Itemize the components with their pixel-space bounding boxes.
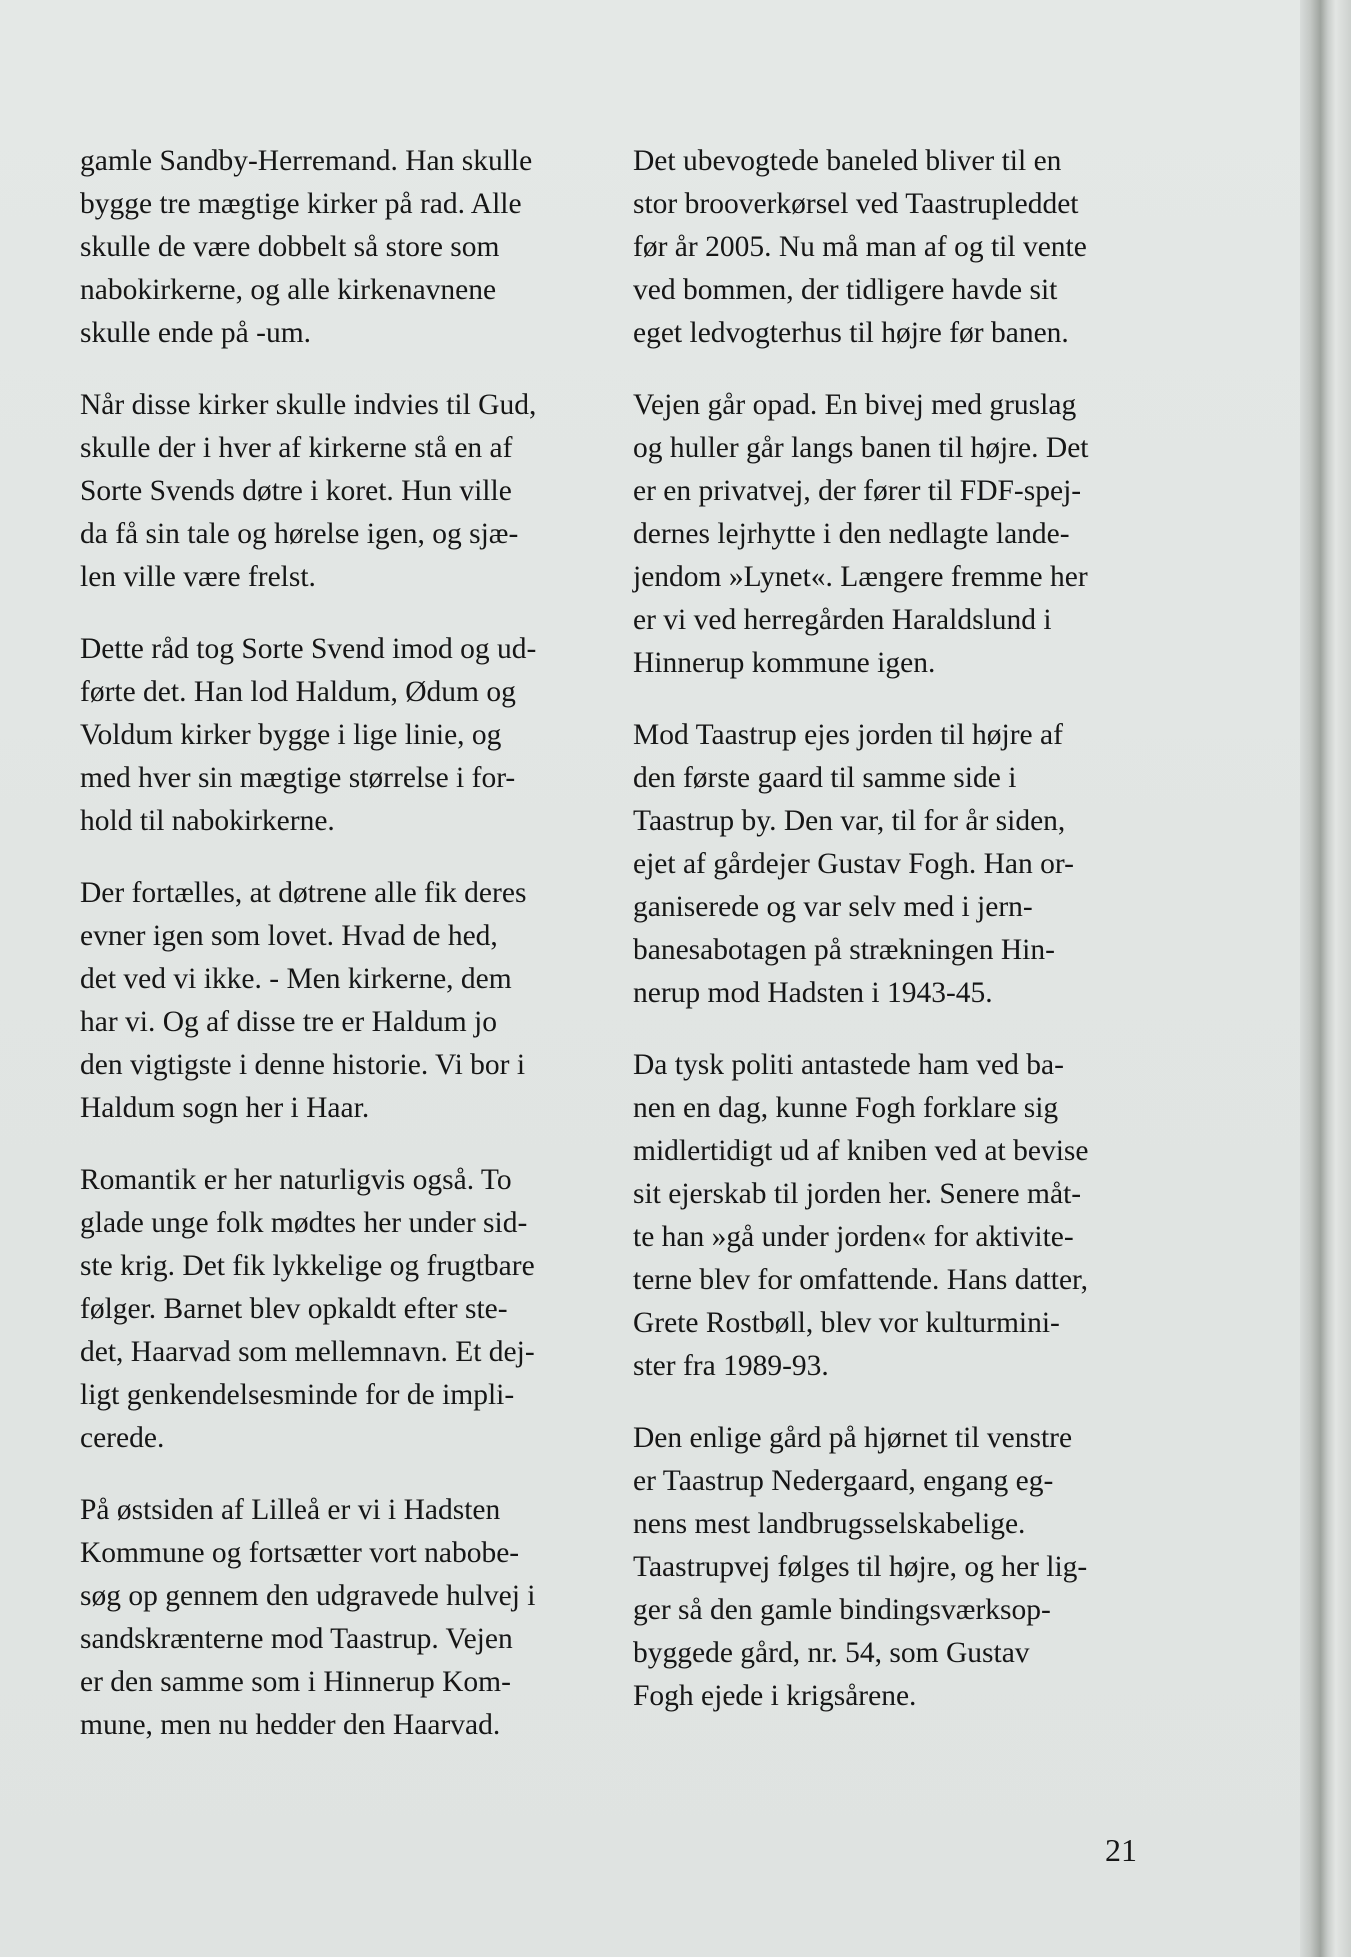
text-line: cerede. (80, 1422, 165, 1454)
text-line: ste krig. Det fik lykkelige og frugtbare (80, 1250, 535, 1282)
text-line: er den samme som i Hinnerup Kom- (80, 1666, 511, 1698)
page-edge (1300, 0, 1351, 1957)
text-line: Dette råd tog Sorte Svend imod og ud- (80, 633, 537, 665)
text-line: og huller går langs banen til højre. Det (633, 432, 1089, 464)
text-line: sandskrænterne mod Taastrup. Vejen (80, 1623, 513, 1655)
text-line: Fogh ejede i krigsårene. (633, 1680, 917, 1712)
text-line: terne blev for omfattende. Hans datter, (633, 1264, 1089, 1296)
text-line: Romantik er her naturligvis også. To (80, 1164, 512, 1196)
text-line: Taastrup by. Den var, til for år siden, (633, 805, 1066, 837)
text-line: følger. Barnet blev opkaldt efter ste- (80, 1293, 508, 1325)
text-line: da få sin tale og hørelse igen, og sjæ- (80, 518, 519, 550)
text-line: mune, men nu hedder den Haarvad. (80, 1709, 501, 1741)
text-line: Da tysk politi antastede ham ved ba- (633, 1049, 1064, 1081)
text-line: te han »gå under jorden« for aktivite- (633, 1221, 1074, 1253)
text-line: gamle Sandby-Herremand. Han skulle (80, 145, 533, 177)
text-line: skulle der i hver af kirkerne stå en af (80, 432, 513, 464)
text-line: den vigtigste i denne historie. Vi bor i (80, 1049, 526, 1081)
text-line: nen en dag, kunne Fogh forklare sig (633, 1092, 1059, 1124)
text-line: sit ejerskab til jorden her. Senere måt- (633, 1178, 1082, 1210)
text-line: len ville være frelst. (80, 561, 316, 593)
text-line: Den enlige gård på hjørnet til venstre (633, 1422, 1073, 1454)
text-line: Hinnerup kommune igen. (633, 647, 936, 679)
paragraph (80, 628, 600, 843)
text-line: nerup mod Hadsten i 1943-45. (633, 977, 993, 1009)
text-line: Mod Taastrup ejes jorden til højre af (633, 719, 1063, 751)
text-line: ved bommen, der tidligere havde sit (633, 274, 1058, 306)
text-line: Der fortælles, at døtrene alle fik deres (80, 877, 527, 909)
text-line: skulle de være dobbelt så store som (80, 231, 500, 263)
text-line: På østsiden af Lilleå er vi i Hadsten (80, 1494, 501, 1526)
text-line: ganiserede og var selv med i jern- (633, 891, 1033, 923)
text-line: nabokirkerne, og alle kirkenavnene (80, 274, 497, 306)
text-line: Sorte Svends døtre i koret. Hun ville (80, 475, 512, 507)
text-line: er Taastrup Nedergaard, engang eg- (633, 1465, 1054, 1497)
text-line: Taastrupvej følges til højre, og her lig- (633, 1551, 1088, 1583)
page-number: 21 (1105, 1832, 1137, 1868)
text-line: nens mest landbrugsselskabelige. (633, 1508, 1026, 1540)
text-line: bygge tre mægtige kirker på rad. Alle (80, 188, 522, 220)
paragraph (80, 140, 600, 355)
text-line: Voldum kirker bygge i lige linie, og (80, 719, 502, 751)
text-line: skulle ende på -um. (80, 317, 312, 349)
paragraph (633, 714, 1153, 1015)
text-line: dernes lejrhytte i den nedlagte lande- (633, 518, 1070, 550)
paragraph (80, 384, 600, 599)
text-line: før år 2005. Nu må man af og til vente (633, 231, 1087, 263)
text-line: banesabotagen på strækningen Hin- (633, 934, 1055, 966)
text-line: førte det. Han lod Haldum, Ødum og (80, 676, 516, 708)
text-line: ligt genkendelsesminde for de impli- (80, 1379, 515, 1411)
text-line: søg op gennem den udgravede hulvej i (80, 1580, 536, 1612)
paragraph (633, 384, 1153, 685)
right-column (633, 140, 1153, 1747)
text-line: midlertidigt ud af kniben ved at bevise (633, 1135, 1089, 1167)
text-line: den første gaard til samme side i (633, 762, 1017, 794)
text-line: ster fra 1989-93. (633, 1350, 829, 1382)
text-line: det ved vi ikke. - Men kirkerne, dem (80, 963, 512, 995)
text-line: jendom »Lynet«. Længere fremme her (633, 561, 1088, 593)
text-line: Vejen går opad. En bivej med gruslag (633, 389, 1077, 421)
text-line: hold til nabokirkerne. (80, 805, 335, 837)
text-line: ejet af gårdejer Gustav Fogh. Han or- (633, 848, 1074, 880)
paragraph (80, 1489, 600, 1747)
paragraph (80, 872, 600, 1130)
text-line: har vi. Og af disse tre er Haldum jo (80, 1006, 497, 1038)
text-line: Det ubevogtede baneled bliver til en (633, 145, 1062, 177)
text-line: er en privatvej, der fører til FDF-spej- (633, 475, 1082, 507)
text-line: Grete Rostbøll, blev vor kulturmini- (633, 1307, 1060, 1339)
text-line: byggede gård, nr. 54, som Gustav (633, 1637, 1030, 1669)
paragraph (80, 1159, 600, 1460)
paragraph (633, 140, 1153, 355)
text-line: er vi ved herregården Haraldslund i (633, 604, 1052, 636)
text-line: Haldum sogn her i Haar. (80, 1092, 370, 1124)
text-line: Kommune og fortsætter vort nabobe- (80, 1537, 520, 1569)
text-line: eget ledvogterhus til højre før banen. (633, 317, 1069, 349)
paragraph (633, 1417, 1153, 1718)
text-line: glade unge folk mødtes her under sid- (80, 1207, 528, 1239)
text-line: ger så den gamle bindingsværksop- (633, 1594, 1051, 1626)
text-line: Når disse kirker skulle indvies til Gud, (80, 389, 537, 421)
left-column (80, 140, 600, 1776)
text-line: evner igen som lovet. Hvad de hed, (80, 920, 498, 952)
text-line: det, Haarvad som mellemnavn. Et dej- (80, 1336, 535, 1368)
paragraph (633, 1044, 1153, 1388)
text-line: stor brooverkørsel ved Taastrupleddet (633, 188, 1079, 220)
text-line: med hver sin mægtige størrelse i for- (80, 762, 516, 794)
